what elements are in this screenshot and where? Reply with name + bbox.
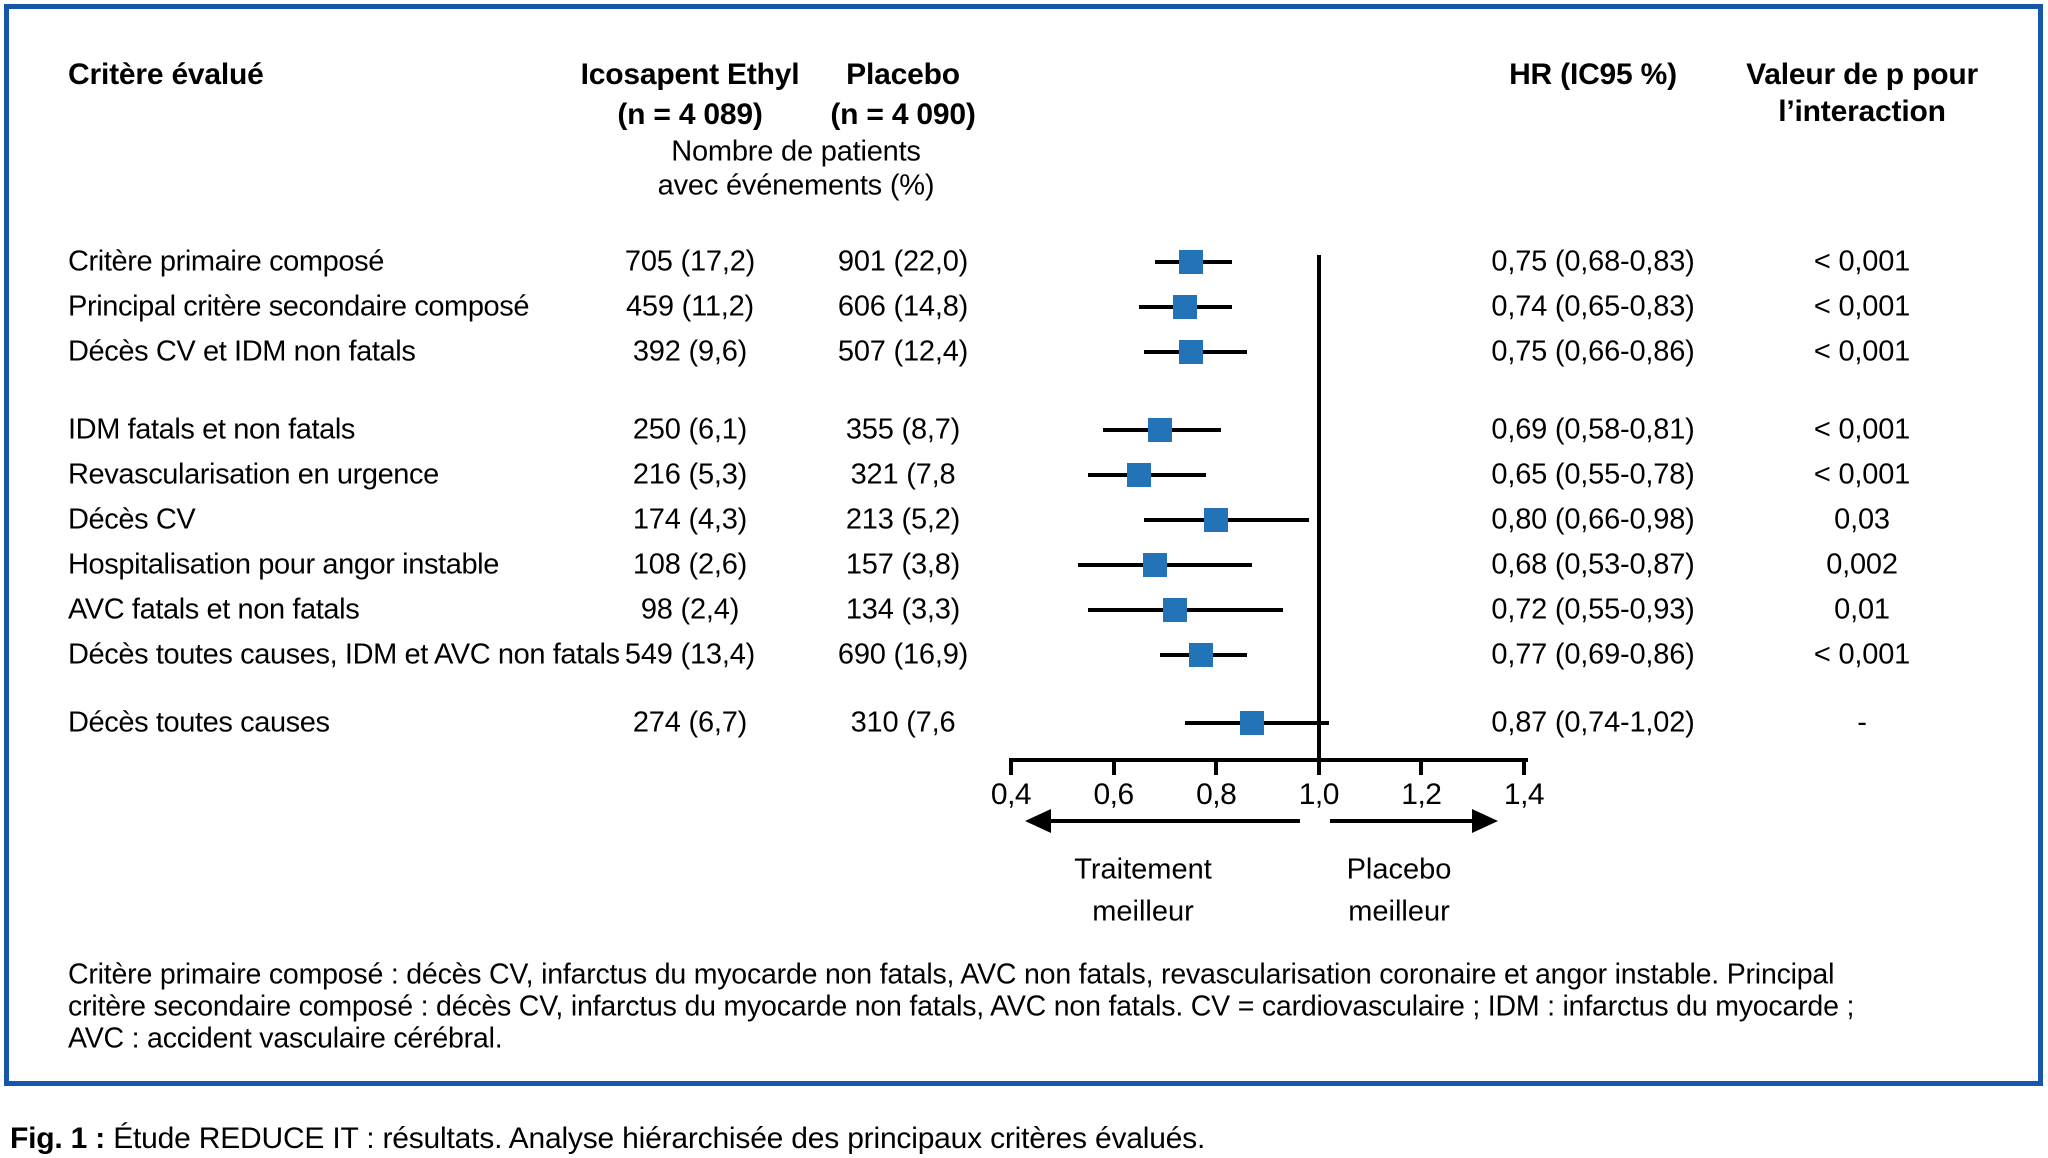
x-axis-tick — [1522, 758, 1526, 775]
group2-value: 213 (5,2) — [845, 503, 961, 536]
figure-frame — [4, 4, 2043, 1086]
left-arrow-icon — [1025, 809, 1051, 833]
criterion-label: Principal critère secondaire composé — [68, 290, 530, 323]
column-header-criterion: Critère évalué — [68, 58, 264, 91]
reference-line-hr-1 — [1317, 255, 1321, 775]
criterion-label: Hospitalisation pour angor instable — [68, 548, 499, 581]
footnote-line1: Critère primaire composé : décès CV, infarctus du myocarde non fatals, AVC non fatals, revascularisation coronaire et angor instable. Principal — [68, 958, 1835, 991]
p-value: 0,002 — [1826, 548, 1898, 581]
p-value: < 0,001 — [1813, 458, 1911, 491]
column-header-p-line1: Valeur de p pour — [1746, 58, 1978, 91]
criterion-label: AVC fatals et non fatals — [68, 593, 360, 626]
x-axis-tick — [1317, 758, 1321, 775]
criterion-label: Revascularisation en urgence — [68, 458, 439, 491]
column-header-group1-name: Icosapent Ethyl — [580, 58, 800, 91]
hr-marker — [1179, 340, 1203, 364]
direction-label-placebo-line2: meilleur — [1348, 895, 1450, 928]
direction-label-treatment-line1: Traitement — [1074, 853, 1212, 886]
group2-value: 321 (7,8 — [850, 458, 956, 491]
group2-value: 355 (8,7) — [845, 413, 961, 446]
x-axis-line — [1011, 758, 1528, 762]
hr-value: 0,72 (0,55-0,93) — [1491, 593, 1695, 626]
p-value: < 0,001 — [1813, 245, 1911, 278]
group1-value: 705 (17,2) — [624, 245, 756, 278]
group1-value: 216 (5,3) — [632, 458, 748, 491]
x-axis-tick — [1214, 758, 1218, 775]
x-axis-tick-label: 1,0 — [1298, 778, 1339, 811]
group1-value: 549 (13,4) — [624, 638, 756, 671]
criterion-label: Décès CV — [68, 503, 196, 536]
hr-value: 0,69 (0,58-0,81) — [1491, 413, 1695, 446]
group1-value: 98 (2,4) — [640, 593, 740, 626]
x-axis-tick — [1419, 758, 1423, 775]
group2-value: 157 (3,8) — [845, 548, 961, 581]
hr-value: 0,87 (0,74-1,02) — [1491, 706, 1695, 739]
direction-label-placebo-line1: Placebo — [1346, 853, 1452, 886]
hr-marker — [1179, 250, 1203, 274]
figure-caption-prefix: Fig. 1 : — [10, 1122, 106, 1155]
criterion-label: Décès toutes causes, IDM et AVC non fatals — [68, 638, 620, 671]
column-header-group1-n: (n = 4 089) — [617, 98, 763, 131]
hr-marker — [1143, 553, 1167, 577]
footnote-line2: critère secondaire composé : décès CV, infarctus du myocarde non fatals, AVC non fatals. CV = cardiovasculaire ; IDM : infarctus du myocarde ; — [68, 990, 1855, 1023]
x-axis-tick — [1112, 758, 1116, 775]
right-arrow-shaft — [1330, 819, 1474, 823]
group2-value: 507 (12,4) — [837, 335, 969, 368]
x-axis-tick — [1009, 758, 1013, 775]
hr-marker — [1148, 418, 1172, 442]
x-axis-tick-label: 0,4 — [990, 778, 1032, 811]
left-arrow-shaft — [1049, 819, 1300, 823]
criterion-label: Critère primaire composé — [68, 245, 384, 278]
p-value: < 0,001 — [1813, 638, 1911, 671]
hr-marker — [1127, 463, 1151, 487]
p-value: < 0,001 — [1813, 290, 1911, 323]
column-header-group2-n: (n = 4 090) — [830, 98, 976, 131]
figure-caption-text: Étude REDUCE IT : résultats. Analyse hiérarchisée des principaux critères évalués. — [105, 1122, 1206, 1155]
hr-value: 0,74 (0,65-0,83) — [1491, 290, 1695, 323]
group1-value: 108 (2,6) — [632, 548, 748, 581]
hr-value: 0,75 (0,68-0,83) — [1491, 245, 1695, 278]
p-value: < 0,001 — [1813, 335, 1911, 368]
hr-value: 0,75 (0,66-0,86) — [1491, 335, 1695, 368]
hr-marker — [1189, 643, 1213, 667]
hr-value: 0,65 (0,55-0,78) — [1491, 458, 1695, 491]
p-value: - — [1857, 706, 1867, 739]
group2-value: 134 (3,3) — [845, 593, 961, 626]
p-value: 0,03 — [1834, 503, 1890, 536]
hr-marker — [1240, 711, 1264, 735]
group2-value: 690 (16,9) — [837, 638, 969, 671]
criterion-label: IDM fatals et non fatals — [68, 413, 355, 446]
hr-value: 0,68 (0,53-0,87) — [1491, 548, 1695, 581]
column-header-group2-name: Placebo — [846, 58, 960, 91]
hr-marker — [1163, 598, 1187, 622]
hr-marker — [1204, 508, 1228, 532]
hr-value: 0,77 (0,69-0,86) — [1491, 638, 1695, 671]
column-header-p-line2: l’interaction — [1778, 95, 1946, 128]
p-value: < 0,001 — [1813, 413, 1911, 446]
patients-note-line1: Nombre de patients — [671, 135, 921, 168]
criterion-label: Décès CV et IDM non fatals — [68, 335, 416, 368]
group1-value: 392 (9,6) — [632, 335, 748, 368]
group2-value: 606 (14,8) — [837, 290, 969, 323]
figure-caption — [10, 1122, 1205, 1156]
patients-note-line2: avec événements (%) — [657, 169, 935, 202]
x-axis-tick-label: 0,6 — [1093, 778, 1134, 811]
direction-label-treatment-line2: meilleur — [1092, 895, 1194, 928]
x-axis-tick-label: 1,2 — [1401, 778, 1442, 811]
group2-value: 901 (22,0) — [837, 245, 969, 278]
x-axis-tick-label: 0,8 — [1196, 778, 1237, 811]
group1-value: 459 (11,2) — [625, 290, 755, 323]
footnote-line3: AVC : accident vasculaire cérébral. — [68, 1022, 503, 1055]
right-arrow-icon — [1472, 809, 1498, 833]
p-value: 0,01 — [1834, 593, 1890, 626]
group1-value: 250 (6,1) — [632, 413, 748, 446]
group2-value: 310 (7,6 — [850, 706, 956, 739]
x-axis-tick-label: 1,4 — [1503, 778, 1545, 811]
group1-value: 274 (6,7) — [632, 706, 748, 739]
criterion-label: Décès toutes causes — [68, 706, 330, 739]
hr-marker — [1173, 295, 1197, 319]
column-header-hr: HR (IC95 %) — [1509, 58, 1677, 91]
group1-value: 174 (4,3) — [632, 503, 748, 536]
hr-value: 0,80 (0,66-0,98) — [1491, 503, 1695, 536]
